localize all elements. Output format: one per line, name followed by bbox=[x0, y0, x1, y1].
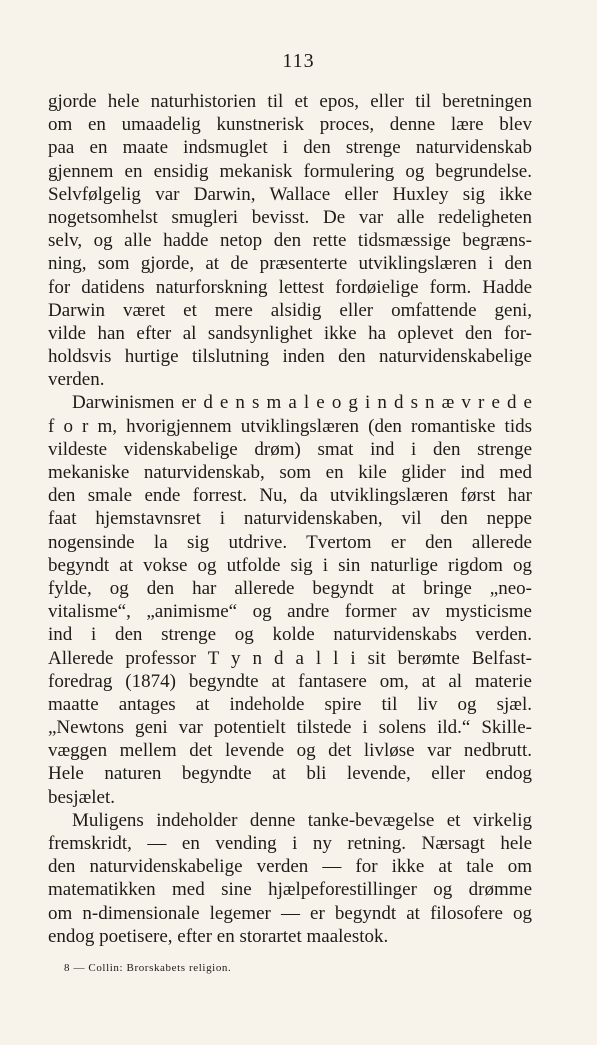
text-line: faat hjemstavnsret i naturvidenskaben, vil den neppe bbox=[48, 508, 532, 530]
text-line: Selvfølgelig var Darwin, Wallace eller Huxley sig ikke bbox=[48, 183, 532, 205]
text-line: Darwin været et mere alsidig eller omfattende geni, bbox=[48, 299, 532, 321]
text-line: nogensinde la sig utdrive. Tvertom er den allerede bbox=[48, 531, 532, 553]
text-line: Allerede professor T y n d a l l i sit berømte Belfast- bbox=[48, 647, 532, 669]
text-line: gjennem en ensidig mekanisk formulering og begrundelse. bbox=[48, 160, 532, 182]
text-line: vildeste videnskabelige drøm) smat ind i den strenge bbox=[48, 438, 532, 460]
text-line: paa en maate indsmuglet i den strenge naturvidenskab bbox=[48, 137, 532, 159]
body-text bbox=[48, 90, 532, 948]
text-line: fylde, og den har allerede begyndt at bringe „neo- bbox=[48, 577, 532, 599]
text-line: endog poetisere, efter en storartet maalestok. bbox=[48, 925, 389, 947]
text-line: den smale ende forrest. Nu, da utviklingslæren først har bbox=[48, 485, 532, 507]
text-line: om en umaadelig kunstnerisk proces, denne lære blev bbox=[48, 114, 532, 136]
text-line: selv, og alle hadde netop den rette tidsmæssige begræns- bbox=[48, 230, 532, 252]
signature-footer: 8 — Collin: Brorskabets religion. bbox=[64, 962, 232, 974]
text-line: for datidens naturforskning lettest fordøielige form. Hadde bbox=[48, 276, 532, 298]
text-line: ning, som gjorde, at de præsenterte utviklingslæren i den bbox=[48, 253, 532, 275]
text-line: den naturvidenskabelige verden — for ikke at tale om bbox=[48, 856, 532, 878]
text-line: om n-dimensionale legemer — er begyndt at filosofere og bbox=[48, 902, 532, 924]
text-line: vilde han efter al sandsynlighet ikke ha oplevet den for- bbox=[48, 322, 532, 344]
text-line: foredrag (1874) begyndte at fantasere om, at al materie bbox=[48, 670, 532, 692]
text-line: „Newtons geni var potentielt tilstede i solens ild.“ Skille- bbox=[48, 717, 532, 739]
text-line: Muligens indeholder denne tanke-bevægelse et virkelig bbox=[72, 809, 532, 831]
text-line: ind i den strenge og kolde naturvidenskabs verden. bbox=[48, 624, 532, 646]
text-line: begyndt at vokse og utfolde sig i sin naturlige rigdom og bbox=[48, 554, 532, 576]
text-line: besjælet. bbox=[48, 786, 116, 808]
text-line: væggen mellem det levende og det livløse var nedbrutt. bbox=[48, 740, 532, 762]
text-line: Hele naturen begyndte at bli levende, eller endog bbox=[48, 763, 532, 785]
text-line: verden. bbox=[48, 369, 105, 391]
text-line: mekaniske naturvidenskab, som en kile glider ind med bbox=[48, 462, 532, 483]
text-line: vitalisme“, „animisme“ og andre former av mysticisme bbox=[48, 601, 532, 623]
text-line: fremskridt, — en vending i ny retning. Nærsagt hele bbox=[48, 833, 532, 854]
text-line: gjorde hele naturhistorien til et epos, eller til beretningen bbox=[48, 91, 532, 112]
text-line: f o r m, hvorigjennem utviklingslæren (den romantiske tids bbox=[48, 415, 532, 437]
text-line: holdsvis hurtige tilslutning inden den naturvidenskabelige bbox=[48, 346, 532, 368]
text-line: matematikken med sine hjælpeforestillinger og drømme bbox=[48, 879, 532, 901]
text-line: Darwinismen er d e n s m a l e o g i n d s n æ v r e d e bbox=[72, 392, 532, 414]
page-number: 113 bbox=[282, 50, 315, 72]
text-line: nogetsomhelst smugleri bevisst. De var alle redeligheten bbox=[48, 206, 532, 228]
text-line: maatte antages at indeholde spire til liv og sjæl. bbox=[48, 693, 532, 715]
